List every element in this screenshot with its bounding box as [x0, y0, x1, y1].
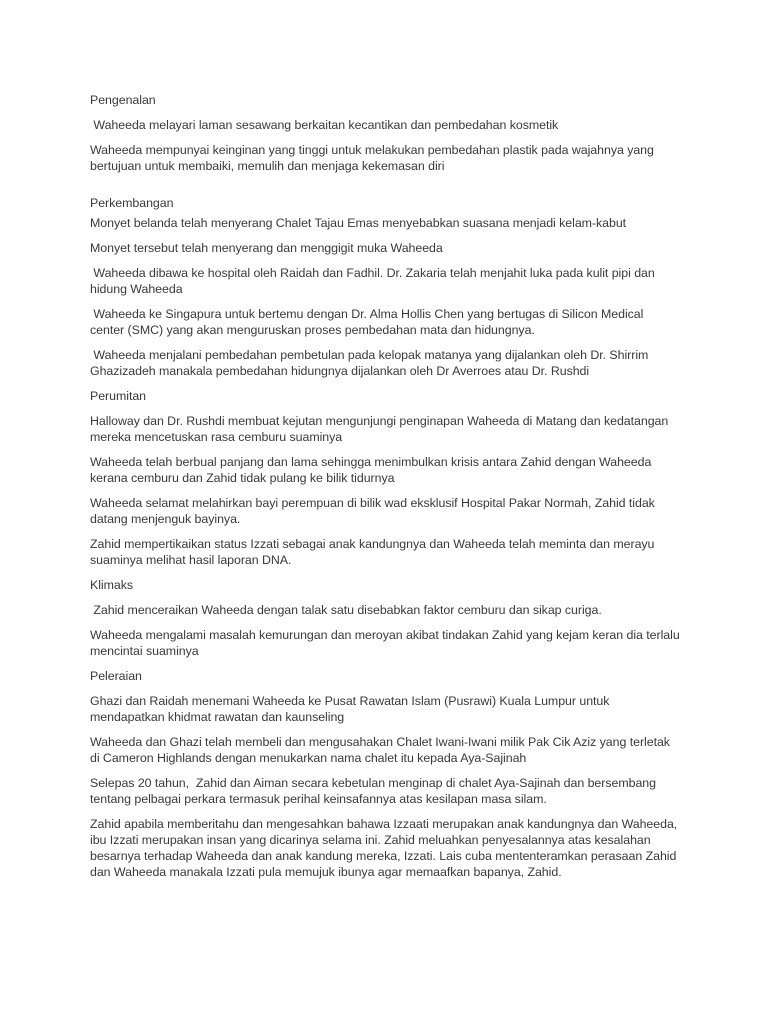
- section-heading-klimaks: Klimaks: [90, 578, 134, 592]
- paragraph: Waheeda telah berbual panjang dan lama sehingga menimbulkan krisis antara Zahid dengan Waheeda kerana cemburu dan Zahid tidak pulang ke bilik tidurnya: [90, 455, 652, 485]
- section-heading-peleraian: Peleraian: [90, 669, 142, 683]
- paragraph: Zahid menceraikan Waheeda dengan talak satu disebabkan faktor cemburu dan sikap curiga.: [90, 603, 602, 617]
- paragraph: Monyet tersebut telah menyerang dan menggigit muka Waheeda: [90, 241, 443, 255]
- paragraph: Waheeda selamat melahirkan bayi perempuan di bilik wad eksklusif Hospital Pakar Normah, Zahid tidak datang menjenguk bayinya.: [90, 496, 655, 526]
- paragraph: Monyet belanda telah menyerang Chalet Tajau Emas menyebabkan suasana menjadi kelam-kabut: [90, 216, 627, 230]
- paragraph: Waheeda menjalani pembedahan pembetulan pada kelopak matanya yang dijalankan oleh Dr. Shirrim Ghazizadeh manakala pembedahan hidungnya dijalankan oleh Dr Averroes atau Dr. Rushdi: [90, 348, 652, 378]
- document-body: [90, 92, 680, 889]
- section-heading-perumitan: Perumitan: [90, 389, 147, 403]
- paragraph: Waheeda mengalami masalah kemurungan dan meroyan akibat tindakan Zahid yang kejam keran dia terlalu mencintai suaminya: [90, 628, 680, 658]
- section-heading-pengenalan: Pengenalan: [90, 93, 156, 107]
- paragraph: Waheeda melayari laman sesawang berkaitan kecantikan dan pembedahan kosmetik: [90, 118, 559, 132]
- paragraph: Waheeda dan Ghazi telah membeli dan mengusahakan Chalet Iwani-Iwani milik Pak Cik Aziz yang terletak di Cameron Highlands dengan menukarkan nama chalet itu kepada Aya-Sajinah: [90, 735, 670, 765]
- paragraph: Zahid apabila memberitahu dan mengesahkan bahawa Izzaati merupakan anak kandungnya dan Waheeda, ibu Izzati merupakan insan yang dicarinya selama ini. Zahid meluahkan penyesalannya atas kesalahan besarnya terhadap Waheeda dan anak kandung mereka, Izzati. Lais cuba mententeramkan perasaan Zahid dan Waheeda manakala Izzati pula memujuk ibunya agar memaafkan bapanya, Zahid.: [90, 817, 678, 879]
- paragraph: Waheeda ke Singapura untuk bertemu dengan Dr. Alma Hollis Chen yang bertugas di Silicon Medical center (SMC) yang akan menguruskan proses pembedahan mata dan hidungnya.: [90, 307, 647, 337]
- paragraph: Halloway dan Dr. Rushdi membuat kejutan mengunjungi penginapan Waheeda di Matang dan kedatangan mereka mencetuskan rasa cemburu suaminya: [90, 414, 669, 444]
- section-heading-perkembangan: Perkembangan: [90, 196, 174, 210]
- paragraph: Selepas 20 tahun, Zahid dan Aiman secara kebetulan menginap di chalet Aya-Sajinah dan bersembang tentang pelbagai perkara termasuk perihal keinsafannya atas kesilapan masa silam.: [90, 776, 660, 806]
- paragraph: Waheeda mempunyai keinginan yang tinggi untuk melakukan pembedahan plastik pada wajahnya yang bertujuan untuk membaiki, memulih dan menjaga kekemasan diri: [90, 143, 654, 173]
- paragraph: Waheeda dibawa ke hospital oleh Raidah dan Fadhil. Dr. Zakaria telah menjahit luka pada kulit pipi dan hidung Waheeda: [90, 266, 659, 296]
- paragraph: Ghazi dan Raidah menemani Waheeda ke Pusat Rawatan Islam (Pusrawi) Kuala Lumpur untuk mendapatkan khidmat rawatan dan kaunseling: [90, 694, 610, 724]
- paragraph: Zahid mempertikaikan status Izzati sebagai anak kandungnya dan Waheeda telah meminta dan merayu suaminya melihat hasil laporan DNA.: [90, 537, 655, 567]
